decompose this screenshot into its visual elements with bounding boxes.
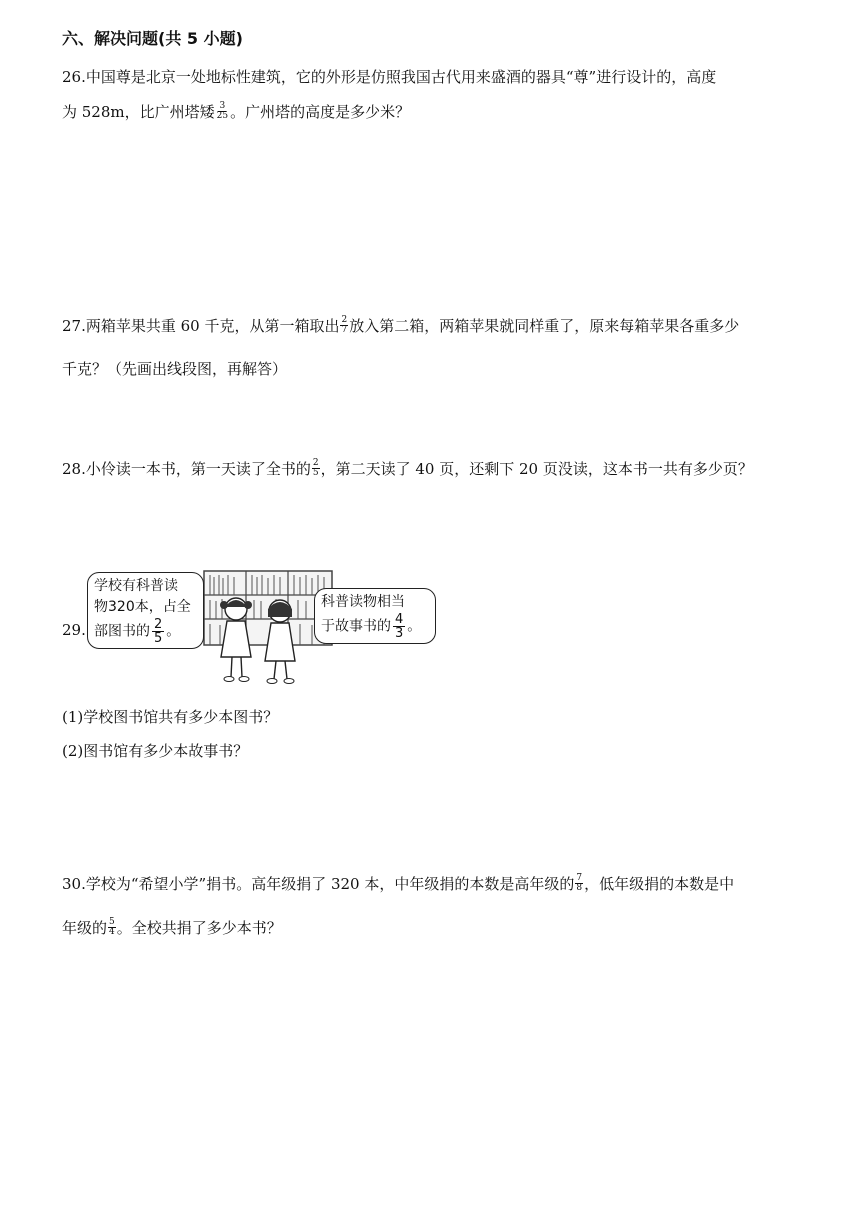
q30-fraction-2 [108,918,116,937]
bubble-left-text-b: 。 [166,623,181,640]
section-title: 六、解决问题(共 5 小题) [62,29,243,48]
q26-text-b: 。广州塔的高度是多少米？ [230,103,411,121]
q30-line-2 [62,918,282,939]
q27-fraction [340,316,348,335]
q30-text-a: 30.学校为“希望小学”捐书。高年级捐了 320 本，中年级捐的本数是高年级的 [62,875,575,893]
q30-frac1-den: 8 [576,882,583,893]
bubble-left-line-2: 物320本，占全 [94,599,191,615]
q26-line-1: 26.中国尊是北京一处地标性建筑，它的外形是仿照我国古代用来盛酒的器具“尊”进行设计的，高度 [62,68,717,86]
bubble-right-fraction [393,613,405,640]
q26-line-2 [62,102,410,123]
speech-bubble-left [87,572,204,649]
bubble-left-text-a: 部图书的 [94,623,150,640]
q30-text-c: 年级的 [62,919,108,937]
q26-fraction [216,102,229,121]
q28-frac-den: 5 [312,467,319,478]
q29-subquestion-2: (2)图书馆有多少本故事书？ [62,742,249,760]
q26-text-a: 为 528m，比广州塔矮 [62,103,215,121]
bubble-right-line-1: 科普读物相当 [321,594,405,610]
q30-frac2-num: 5 [109,916,115,927]
bubble-right-line-2 [321,613,429,640]
bubble-left-fraction [152,618,164,645]
q30-fraction-1 [575,874,583,893]
q30-line-1 [62,874,734,895]
q27-frac-den: 7 [341,324,348,335]
bubble-right-frac-den: 3 [395,626,404,641]
q29-subquestion-1: (1)学校图书馆共有多少本图书？ [62,708,279,726]
q27-line-2: 千克？（先画出线段图，再解答） [62,360,288,378]
q26-frac-den: 25 [216,110,229,121]
q30-text-d: 。全校共捐了多少本书？ [116,919,282,937]
bubble-right-text-a: 于故事书的 [321,618,391,635]
q27-frac-num: 2 [341,314,348,325]
q29-illustration [86,565,440,687]
q27-line-1 [62,316,739,337]
q28-frac-num: 2 [312,457,319,468]
q27-text-b: 放入第二箱，两箱苹果就同样重了，原来每箱苹果各重多少 [349,317,740,335]
bubble-right-frac-num: 4 [395,612,404,627]
q30-frac2-den: 4 [109,926,115,937]
q29-label: 29. [62,621,86,639]
q28-text-b: ，第二天读了 40 页，还剩下 20 页没读，这本书一共有多少页？ [320,460,753,478]
q28-fraction [312,459,320,478]
q28-text-a: 28.小伶读一本书，第一天读了全书的 [62,460,311,478]
q26-frac-num: 3 [219,100,226,111]
bubble-left-line-3 [94,618,197,645]
bubble-right-text-b: 。 [407,618,422,635]
bubble-left-frac-num: 2 [154,617,163,632]
bubble-left-frac-den: 5 [154,631,163,646]
q28-line-1 [62,459,753,480]
speech-bubble-right [314,588,436,644]
bubble-left-line-1: 学校有科普读 [94,578,178,594]
q30-text-b: ，低年级捐的本数是中 [584,875,735,893]
q27-text-a: 27.两箱苹果共重 60 千克，从第一箱取出 [62,317,340,335]
q30-frac1-num: 7 [576,872,583,883]
